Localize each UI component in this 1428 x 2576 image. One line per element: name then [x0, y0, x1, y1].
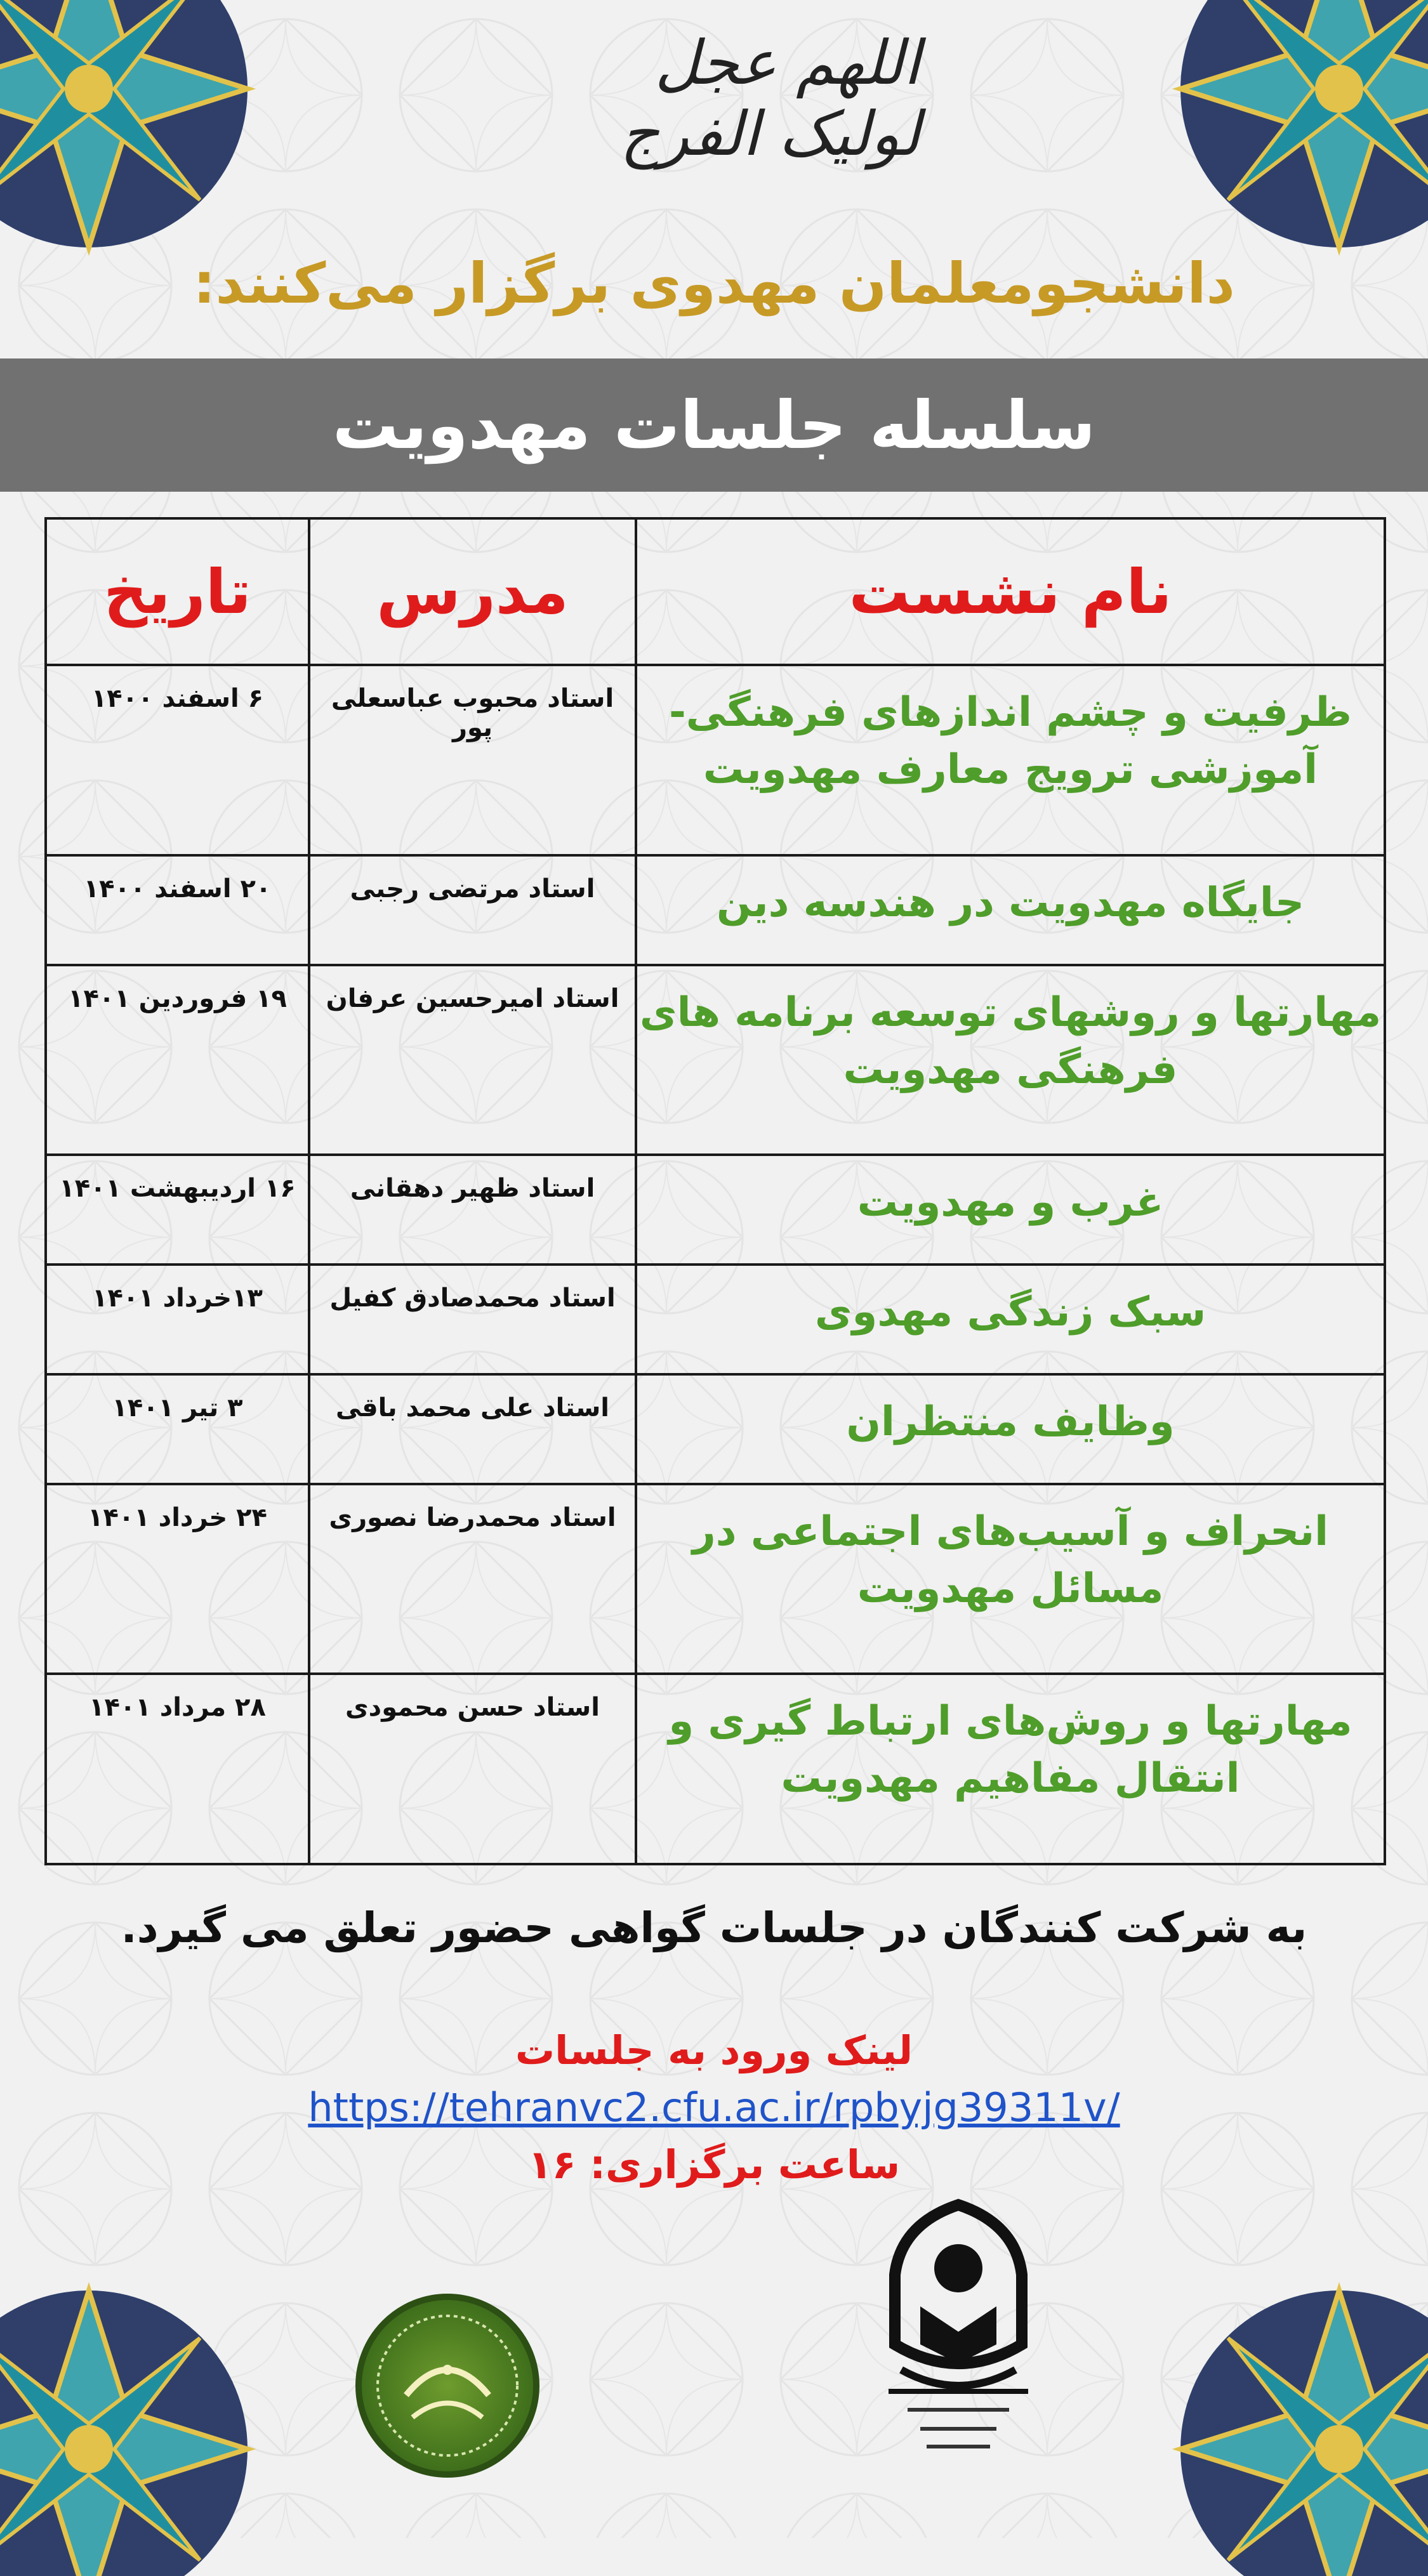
session-time: ساعت برگزاری: ۱۶ — [527, 2141, 901, 2188]
session-date: ۲۴ خرداد ۱۴۰۱ — [46, 1484, 309, 1674]
session-title: غرب و مهدویت — [636, 1155, 1385, 1265]
title-banner — [0, 358, 1428, 492]
session-link[interactable]: https://tehranvc2.cfu.ac.ir/rpbyjg39311v/ — [308, 2084, 1120, 2131]
banner-title: سلسله جلسات مهدویت — [332, 386, 1096, 464]
sessions-table — [44, 517, 1386, 1865]
corner-ornament-bottom-right — [1111, 2221, 1428, 2576]
session-title: وظایف منتظران — [636, 1374, 1385, 1484]
table-row — [46, 1674, 1385, 1864]
session-teacher: استاد حسن محمودی — [309, 1674, 636, 1864]
session-title: سبک زندگی مهدوی — [636, 1265, 1385, 1374]
header-date: تاریخ — [46, 518, 309, 665]
session-date: ۱۶ اردیبهشت ۱۴۰۱ — [46, 1155, 309, 1265]
table-row — [46, 1155, 1385, 1265]
header-teacher: مدرس — [309, 518, 636, 665]
table-row — [46, 1374, 1385, 1484]
seal-emblem-icon — [362, 2300, 533, 2471]
table-row — [46, 1265, 1385, 1374]
certificate-note: به شرکت کنندگان در جلسات گواهی حضور تعلق می گیرد. — [121, 1903, 1307, 1952]
session-date: ۱۹ فروردین ۱۴۰۱ — [46, 965, 309, 1155]
session-title: مهارتها و روش‌های ارتباط گیری و انتقال مفاهیم مهدویت — [636, 1674, 1385, 1864]
session-teacher: استاد محمدرضا نصوری — [309, 1484, 636, 1674]
corner-ornament-bottom-left — [0, 2221, 317, 2576]
session-date: ۲۰ اسفند ۱۴۰۰ — [46, 855, 309, 965]
session-date: ۶ اسفند ۱۴۰۰ — [46, 665, 309, 855]
session-teacher: استاد محبوب عباسعلی پور — [309, 665, 636, 855]
session-date: ۱۳خرداد ۱۴۰۱ — [46, 1265, 309, 1374]
session-teacher: استاد ظهیر دهقانی — [309, 1155, 636, 1265]
table-row — [46, 665, 1385, 855]
table-header-row — [46, 518, 1385, 665]
session-date: ۳ تیر ۱۴۰۱ — [46, 1374, 309, 1484]
link-label: لینک ورود به جلسات — [515, 2027, 913, 2073]
session-teacher: استاد امیرحسین عرفان — [309, 965, 636, 1155]
calligraphy-header: اللهم عجل لولیک الفرج — [620, 27, 920, 169]
session-title: ظرفیت و چشم اندازهای فرهنگی-آموزشی ترویج معارف مهدویت — [636, 665, 1385, 855]
session-date: ۲۸ مرداد ۱۴۰۱ — [46, 1674, 309, 1864]
table-row — [46, 855, 1385, 965]
mahdavi-seal-logo — [355, 2294, 539, 2478]
session-title: مهارتها و روشهای توسعه برنامه های فرهنگی مهدویت — [636, 965, 1385, 1155]
table-row — [46, 1484, 1385, 1674]
session-teacher: استاد علی محمد باقی — [309, 1374, 636, 1484]
subtitle: دانشجومعلمان مهدوی برگزار می‌کنند: — [193, 251, 1235, 316]
session-teacher: استاد محمدصادق کفیل — [309, 1265, 636, 1374]
table-row — [46, 965, 1385, 1155]
session-teacher: استاد مرتضی رجبی — [309, 855, 636, 965]
header-title: نام نشست — [636, 518, 1385, 665]
farhangian-university-logo — [863, 2198, 1054, 2465]
session-title: جایگاه مهدویت در هندسه دین — [636, 855, 1385, 965]
session-title: انحراف و آسیب‌های اجتماعی در مسائل مهدویت — [636, 1484, 1385, 1674]
